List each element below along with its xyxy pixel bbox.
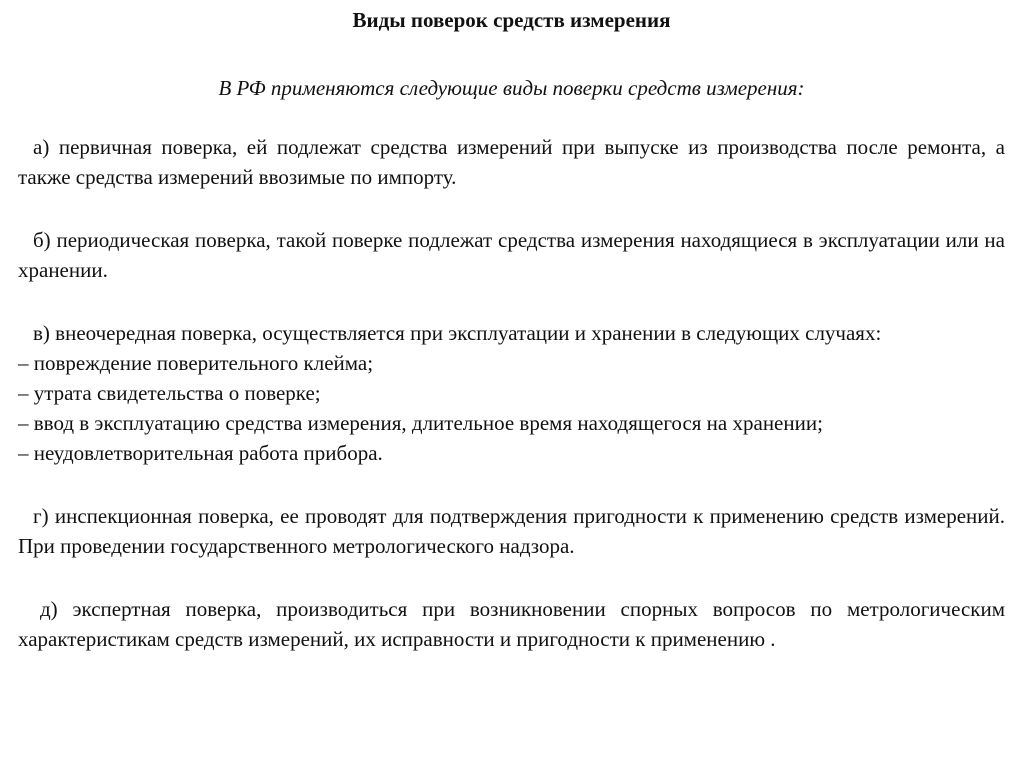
item-c-case-2: – утрата свидетельства о поверке; [18, 381, 321, 405]
item-c-extraordinary-verification [18, 318, 1005, 468]
item-d-expert-verification: д) экспертная поверка, производиться при возникновении спорных вопросов по метрологическим характеристикам средств измерений, их исправности и пригодности к применению . [18, 597, 1005, 651]
document-page [18, 6, 1005, 654]
item-a-primary-verification: а) первичная поверка, ей подлежат средства измерений при выпуске из производства после ремонта, а также средства измерений ввозимые по импорту. [18, 135, 1005, 189]
document-subtitle: В РФ применяются следующие виды поверки средств измерения: [218, 76, 805, 100]
item-g-inspection-verification: г) инспекционная поверка, ее проводят для подтверждения пригодности к применению средств измерений. При проведении государственного метрологического надзора. [18, 504, 1005, 558]
item-b-periodic-verification: б) периодическая поверка, такой поверке подлежат средства измерения находящиеся в эксплуатации или на хранении. [18, 228, 1005, 282]
document-title: Виды поверок средств измерения [352, 8, 671, 32]
item-c-case-3: – ввод в эксплуатацию средства измерения, длительное время находящегося на хранении; [18, 411, 823, 435]
item-c-intro: в) внеочередная поверка, осуществляется при эксплуатации и хранении в следующих случаях: [33, 321, 882, 345]
item-c-case-1: – повреждение поверительного клейма; [18, 351, 374, 375]
item-c-case-4: – неудовлетворительная работа прибора. [18, 441, 383, 465]
